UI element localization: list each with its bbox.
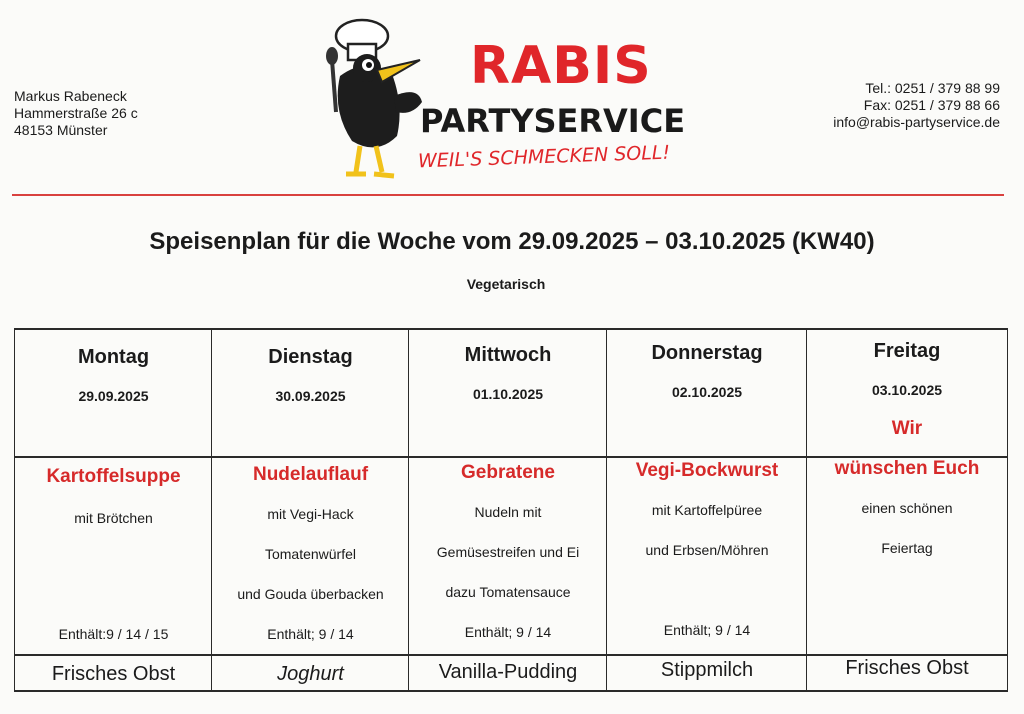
day-column-freitag bbox=[806, 328, 1008, 692]
day-name: Montag bbox=[77, 346, 150, 368]
dessert: Frisches Obst bbox=[51, 663, 176, 685]
day-name: Donnerstag bbox=[651, 342, 763, 364]
contact-fax: Fax: 0251 / 379 88 66 bbox=[863, 97, 1000, 113]
holiday-note: Wir bbox=[891, 418, 923, 439]
day-column-donnerstag bbox=[606, 328, 807, 692]
allergens: Enthält:9 / 14 / 15 bbox=[58, 626, 169, 642]
dish-name: Kartoffelsuppe bbox=[46, 466, 181, 487]
address-name: Markus Rabeneck bbox=[14, 88, 127, 104]
page-subtitle: Vegetarisch bbox=[466, 276, 546, 292]
dish-desc: Feiertag bbox=[881, 540, 933, 556]
dessert: Vanilla-Pudding bbox=[438, 661, 578, 683]
dish-desc: dazu Tomatensauce bbox=[445, 584, 571, 600]
contact-block bbox=[833, 80, 1000, 131]
address-street: Hammerstraße 26 c bbox=[14, 105, 138, 121]
logo-slogan: WEIL'S SCHMECKEN SOLL! bbox=[417, 141, 671, 173]
allergens: Enthält; 9 / 14 bbox=[663, 622, 751, 638]
day-name: Dienstag bbox=[268, 346, 353, 368]
dish-desc: Nudeln mit bbox=[474, 504, 542, 520]
dish-desc: Tomatenwürfel bbox=[264, 546, 357, 562]
day-date: 29.09.2025 bbox=[78, 388, 149, 404]
day-date: 01.10.2025 bbox=[472, 386, 544, 402]
dish-desc: einen schönen bbox=[861, 500, 953, 516]
allergens: Enthält; 9 / 14 bbox=[464, 624, 552, 640]
day-date: 02.10.2025 bbox=[671, 384, 743, 400]
dish-desc: und Gouda überbacken bbox=[237, 586, 384, 602]
dish-desc: und Erbsen/Möhren bbox=[645, 542, 769, 558]
dessert: Frisches Obst bbox=[845, 657, 969, 679]
dish-name: Vegi-Bockwurst bbox=[635, 460, 779, 481]
logo-subtitle: PARTYSERVICE bbox=[420, 102, 686, 140]
address-block bbox=[14, 88, 138, 139]
logo-name: RABIS bbox=[470, 36, 652, 96]
dish-desc: mit Kartoffelpüree bbox=[651, 502, 763, 518]
dish-name: Nudelauflauf bbox=[252, 464, 369, 485]
dish-desc: mit Brötchen bbox=[74, 510, 153, 526]
address-city: 48153 Münster bbox=[14, 122, 108, 138]
page-title: Speisenplan für die Woche vom 29.09.2025 – 03.10.2025 (KW40) bbox=[149, 228, 875, 255]
day-name: Freitag bbox=[873, 340, 941, 362]
dish-desc: mit Vegi-Hack bbox=[267, 506, 354, 522]
contact-phone: Tel.: 0251 / 379 88 99 bbox=[865, 80, 1000, 96]
day-column-dienstag bbox=[211, 328, 409, 692]
company-logo bbox=[322, 16, 702, 186]
allergens: Enthält; 9 / 14 bbox=[267, 626, 354, 642]
day-column-mittwoch bbox=[408, 328, 607, 692]
menu-table bbox=[14, 328, 1008, 692]
dish-name: Gebratene bbox=[461, 462, 555, 483]
dessert: Stippmilch bbox=[660, 659, 754, 681]
dessert: Joghurt bbox=[277, 663, 344, 685]
day-date: 03.10.2025 bbox=[871, 382, 943, 398]
day-column-montag bbox=[14, 328, 212, 692]
header-divider bbox=[12, 194, 1004, 196]
contact-email: info@rabis-partyservice.de bbox=[833, 114, 1000, 130]
dish-name: wünschen Euch bbox=[834, 458, 980, 479]
day-date: 30.09.2025 bbox=[275, 388, 346, 404]
day-name: Mittwoch bbox=[464, 344, 552, 366]
dish-desc: Gemüsestreifen und Ei bbox=[436, 544, 580, 560]
